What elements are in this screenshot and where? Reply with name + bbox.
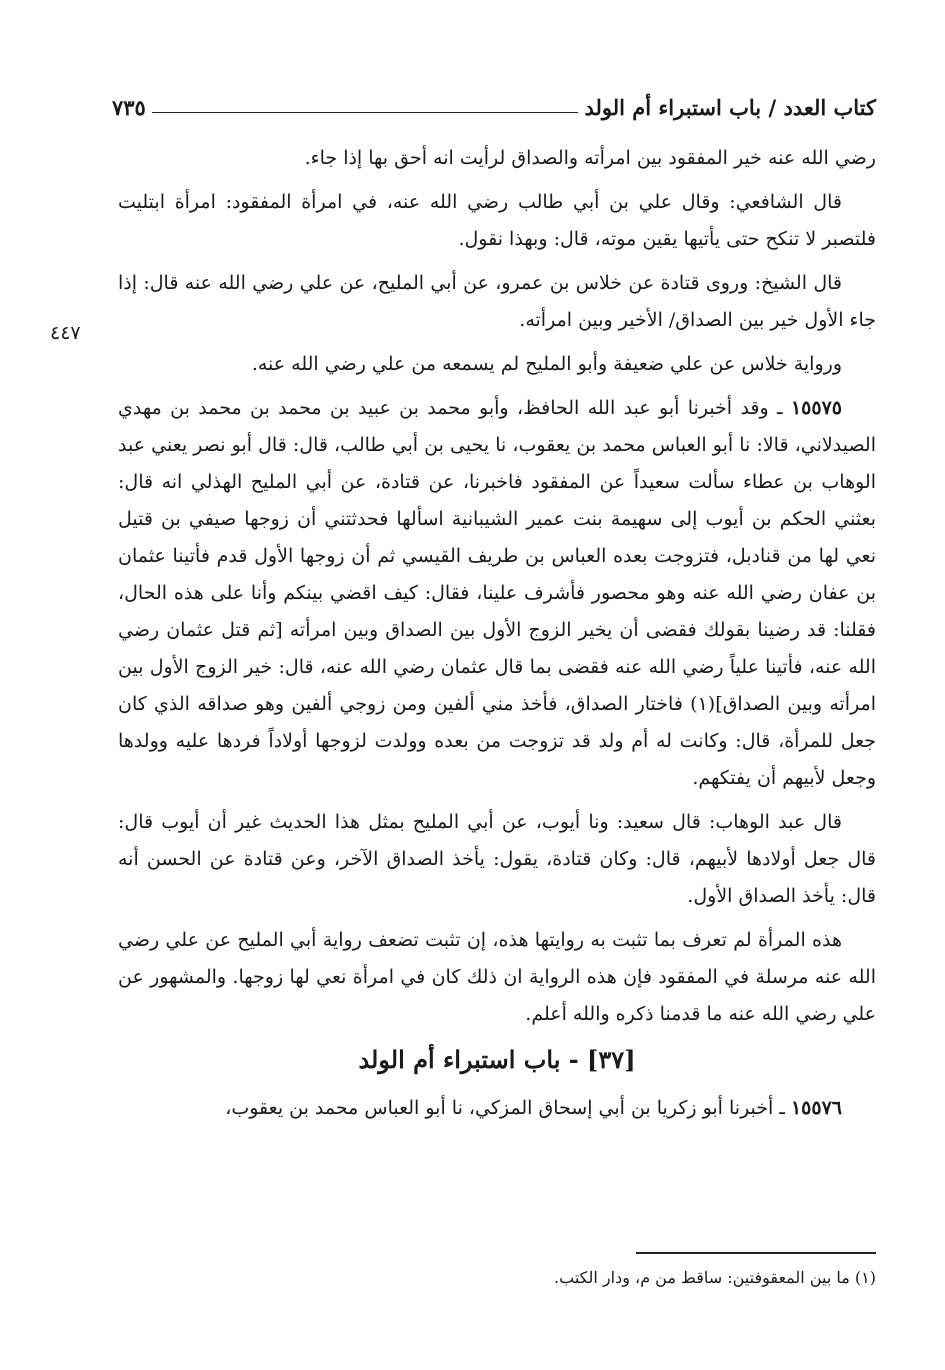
- paragraph: قال الشافعي: وقال علي بن أبي طالب رضي الله عنه، في امرأة المفقود: امرأة ابتليت فلتصبر لا تنكح حتى يأتيها يقين موته، قال: وبهذا نقول.: [118, 191, 876, 250]
- hadith-15576: [118, 1090, 876, 1127]
- hadith-text: ـ أخبرنا أبو زكريا بن أبي إسحاق المزكي، نا أبو العباس محمد بن يعقوب،: [225, 1097, 791, 1119]
- hadith-text: ـ وقد أخبرنا أبو عبد الله الحافظ، وأبو محمد بن عبيد بن محمد بن محمد بن مهدي الصيدلاني، قالا: نا أبو العباس محمد بن يعقوب، نا يحيى بن أبي طالب، قال: قال أبو نصر يعني عبد الوهاب بن عطاء سألت سعيداً عن المفقود فاخبرنا، عن قتادة، عن أبي المليح الهذلي انه قال: بعثني الحكم بن أيوب إلى سهيمة بنت عمير الشيبانية اسألها فحدثتني أن زوجها صيفي بن قتيل نعي لها من قنادبل، فتزوجت بعده العباس بن طريف القيسي ثم أن زوجها الأول قدم فأتينا عثمان بن عفان رضي الله عنه وهو محصور فأشرف علينا، فقال: كيف اقضي بينكم وأنا على هذه الحال، فقلنا: قد رضينا بقولك فقضى أن يخير الزوج الأول بين الصداق وبين امرأته [ثم قتل عثمان رضي الله عنه، فأتينا علياً رضي الله عنه فقضى بما قال عثمان رضي الله عنه، قال: خير الزوج الأول بين امرأته وبين الصداق](١) فاختار الصداق، فأخذ مني ألفين ومن زوجي ألفين وهو صداقه الذي كان جعل للمرأة، قال: وكانت له أم ولد قد تزوجت من بعده وولدت لزوجها أولاداً فردها عليه وولدها وجعل لأبيهم أن يفتكهم.: [118, 397, 877, 789]
- paragraph: ورواية خلاس عن علي ضعيفة وأبو المليح لم يسمعه من علي رضي الله عنه.: [251, 353, 842, 375]
- header-title: كتاب العدد / باب استبراء أم الولد: [584, 95, 876, 120]
- hadith-number: ١٥٥٧٦: [790, 1097, 842, 1119]
- page-number: ٧٣٥: [112, 95, 146, 120]
- paragraph: قال الشيخ: وروى قتادة عن خلاس بن عمرو، عن أبي المليح، عن علي رضي الله عنه قال: إذا جاء الأول خير بين الصداق/ الأخير وبين امرأته.: [118, 272, 876, 331]
- section-heading: [٣٧] - باب استبراء أم الولد: [358, 1045, 636, 1074]
- header-rule: [152, 112, 579, 113]
- main-text: [118, 140, 876, 1134]
- hadith-number: ١٥٥٧٥: [790, 397, 842, 419]
- paragraph: رضي الله عنه خير المفقود بين امرأته والصداق لرأيت انه أحق بها إذا جاء.: [304, 147, 876, 169]
- footnote-rule: [636, 1252, 876, 1254]
- footnote: (١) ما بين المعقوفتين: ساقط من م، ودار الكتب.: [554, 1268, 876, 1287]
- paragraph: هذه المرأة لم تعرف بما تثبت به روايتها هذه، إن تثبت تضعف رواية أبي المليح عن علي رضي الله عنه مرسلة في المفقود فإن هذه الرواية ان ذلك كان في امرأة نعي لها زوجها. والمشهور عن علي رضي الله عنه ما قدمنا ذكره والله أعلم.: [118, 929, 876, 1025]
- running-header: [112, 86, 876, 120]
- margin-page-reference: ٤٤٧: [50, 322, 81, 344]
- hadith-15575: [118, 390, 876, 797]
- paragraph: قال عبد الوهاب: قال سعيد: ونا أيوب، عن أبي المليح بمثل هذا الحديث غير أن أيوب قال: قال جعل أولادها لأبيهم، قال: وكان قتادة، يقول: يأخذ الصداق الآخر، وعن قتادة عن الحسن أنه قال: يأخذ الصداق الأول.: [118, 811, 876, 907]
